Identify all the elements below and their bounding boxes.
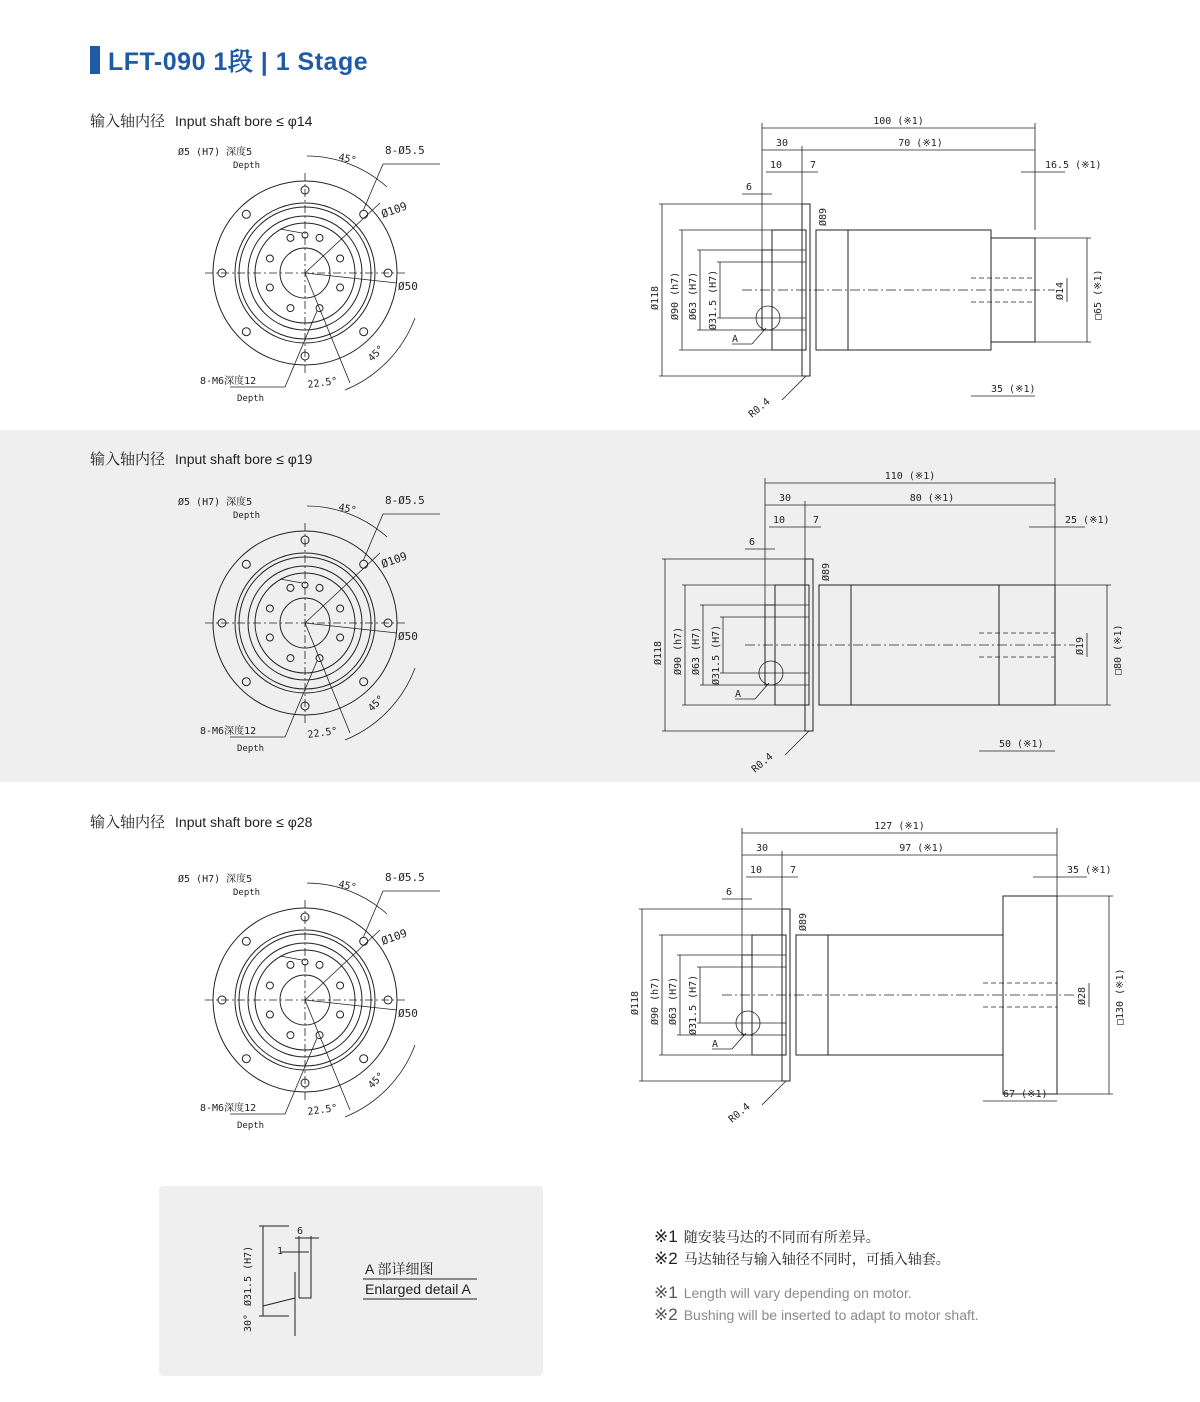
tap-label: 8-M6深度12	[200, 376, 257, 387]
dia-spigot-label: Ø31.5 (H7)	[711, 624, 722, 685]
tapped-hole	[337, 284, 344, 291]
radius-leader	[782, 376, 806, 400]
tapped-hole	[316, 961, 323, 968]
detail-a-title-en: Enlarged detail A	[365, 1281, 471, 1297]
dim-c-label: 10	[773, 515, 786, 526]
tapped-hole	[266, 255, 273, 262]
angle-top-label: 45°	[337, 152, 358, 167]
section-3-label-en: Input shaft bore ≤ φ28	[175, 814, 313, 830]
detail-a-drawing	[159, 1186, 543, 1376]
tapped-hole	[287, 655, 294, 662]
angle-right-label: 45°	[366, 693, 387, 715]
detail-a-leader	[732, 1033, 746, 1049]
side-view-3	[620, 815, 1126, 1135]
tap-label: 8-M6深度12	[200, 726, 257, 737]
detail-a-leader	[755, 683, 769, 699]
angle-bottom-label: 22.5°	[306, 375, 339, 391]
note-en-2-mark: ※2	[654, 1305, 678, 1324]
pin-depth-label: Depth	[233, 888, 261, 898]
mount-hole	[360, 1055, 368, 1063]
tap-depth-label: Depth	[237, 394, 265, 404]
sq-label: □80 (※1)	[1113, 624, 1124, 675]
dia-flange-label: Ø90 (h7)	[650, 976, 661, 1025]
tapped-hole	[337, 634, 344, 641]
mount-hole	[242, 678, 250, 686]
dia-outer-label: Ø118	[650, 285, 661, 310]
dim-f-label: 6	[746, 182, 753, 193]
section-2-label-en: Input shaft bore ≤ φ19	[175, 451, 313, 467]
tapped-hole	[316, 234, 323, 241]
note-en-1	[654, 1282, 979, 1304]
note-cn-1	[654, 1226, 979, 1248]
note-cn-1-mark: ※1	[654, 1227, 678, 1246]
pin-leader	[280, 229, 302, 233]
front-view-2	[170, 490, 450, 760]
mount-hole	[360, 210, 368, 218]
radius-label: R0.4	[726, 1101, 753, 1126]
dia-outer-label: Ø118	[653, 640, 664, 665]
mount-hole	[360, 328, 368, 336]
dim-b-label: 70 (※1)	[898, 138, 943, 149]
dim-e-label: 35 (※1)	[1067, 865, 1112, 876]
note-cn-1-text: 随安装马达的不同而有所差异。	[683, 1229, 880, 1245]
mount-hole	[360, 560, 368, 568]
dia-spigot-label: Ø31.5 (H7)	[688, 974, 699, 1035]
dia-flange-label: Ø90 (h7)	[673, 626, 684, 675]
tapped-hole	[287, 584, 294, 591]
dim-b-label: 80 (※1)	[909, 493, 955, 504]
section-1-label	[90, 110, 312, 131]
pin-leader	[280, 579, 302, 583]
dia-pitch-label: Ø63 (H7)	[668, 976, 679, 1025]
mount-hole	[360, 678, 368, 686]
tapped-hole	[316, 584, 323, 591]
tapped-hole	[287, 961, 294, 968]
detail-a-dim-dia: Ø31.5 (H7)	[243, 1245, 254, 1306]
title-accent-bar	[90, 46, 100, 74]
dim-g-label: 50 (※1)	[999, 739, 1044, 750]
dim-c-label: 10	[770, 160, 783, 171]
mount-hole	[242, 1055, 250, 1063]
note-en-1-text: Length will vary depending on motor.	[683, 1285, 912, 1301]
mount-hole	[242, 328, 250, 336]
angle-bottom-label: 22.5°	[306, 1102, 339, 1118]
holes-label: 8-Ø5.5	[385, 144, 425, 157]
sq-label: □130 (※1)	[1115, 968, 1126, 1025]
holes-leader	[363, 514, 383, 561]
radius-leader	[785, 731, 809, 755]
front-view-3	[170, 867, 450, 1137]
dia-outer-label: Ø118	[630, 990, 641, 1015]
note-cn-2	[654, 1248, 979, 1270]
inner-label: Ø50	[398, 280, 418, 293]
dim-a-label: 30	[779, 493, 792, 504]
angle-right-label: 45°	[366, 1070, 387, 1092]
pcd-label: Ø109	[379, 199, 409, 221]
dim-f-label: 6	[726, 887, 733, 898]
radius-label: R0.4	[749, 751, 776, 776]
dia-pitch-label: Ø63 (H7)	[688, 271, 699, 320]
note-cn-2-text: 马达轴径与输入轴径不同时，可插入轴套。	[683, 1251, 950, 1267]
tapped-hole	[287, 1032, 294, 1039]
dim-b-label: 97 (※1)	[899, 843, 944, 854]
pin-depth-label: Depth	[233, 161, 261, 171]
detail-a-dim-6: 6	[297, 1226, 304, 1237]
section-3-label-cn: 输入轴内径	[90, 814, 166, 831]
pin-leader	[280, 956, 302, 960]
pin-label: Ø5 (H7) 深度5	[178, 497, 253, 508]
note-en-1-mark: ※1	[654, 1283, 678, 1302]
tap-label: 8-M6深度12	[200, 1103, 257, 1114]
tap-depth-label: Depth	[237, 744, 265, 754]
pin-depth-label: Depth	[233, 511, 261, 521]
tapped-hole	[266, 1011, 273, 1018]
detail-a-marker: A	[712, 1039, 719, 1050]
dim-a-label: 30	[756, 843, 769, 854]
dim-d-label: 7	[810, 160, 817, 171]
pcd-label: Ø109	[379, 926, 409, 948]
holes-leader	[363, 891, 383, 938]
tapped-hole	[287, 305, 294, 312]
dia-flange-label: Ø90 (h7)	[670, 271, 681, 320]
section-2-label	[90, 448, 312, 469]
inner-leader	[305, 1000, 397, 1010]
dim-total-label: 127 (※1)	[874, 821, 925, 832]
dim-total-label: 100 (※1)	[873, 116, 924, 127]
tapped-hole	[337, 605, 344, 612]
detail-a-panel	[159, 1186, 543, 1376]
dim-g-label: 67 (※1)	[1003, 1089, 1048, 1100]
section-1-label-cn: 输入轴内径	[90, 113, 166, 130]
detail-a-angle: 30°	[243, 1313, 254, 1332]
page-title	[90, 44, 368, 76]
dim-a-label: 30	[776, 138, 789, 149]
mount-hole	[242, 210, 250, 218]
tapped-hole	[266, 634, 273, 641]
detail-a-marker: A	[732, 334, 739, 345]
side-view-1	[640, 110, 1104, 421]
tapped-hole	[337, 1011, 344, 1018]
radius-label: R0.4	[746, 396, 773, 421]
tapped-hole	[266, 605, 273, 612]
holes-leader	[363, 164, 383, 211]
dim-c-label: 10	[750, 865, 763, 876]
pcd-label: Ø109	[379, 549, 409, 571]
section-2-label-cn: 输入轴内径	[90, 451, 166, 468]
mount-hole	[360, 937, 368, 945]
angle-right-label: 45°	[366, 343, 387, 365]
note-en-2-text: Bushing will be inserted to adapt to motor shaft.	[683, 1307, 979, 1323]
dia-body-label: Ø89	[821, 562, 832, 581]
title-text: LFT-090 1段 | 1 Stage	[108, 48, 369, 76]
angle-top-label: 45°	[337, 879, 358, 894]
notes	[654, 1226, 979, 1326]
inner-leader	[305, 273, 397, 283]
tapped-hole	[266, 284, 273, 291]
dim-f-label: 6	[749, 537, 756, 548]
tapped-hole	[337, 255, 344, 262]
tapped-hole	[287, 234, 294, 241]
dia-body-label: Ø89	[798, 912, 809, 931]
note-cn-2-mark: ※2	[654, 1249, 678, 1268]
note-en-2	[654, 1304, 979, 1326]
tapped-hole	[337, 982, 344, 989]
dim-e-label: 16.5 (※1)	[1045, 160, 1102, 171]
dim-e-label: 25 (※1)	[1065, 515, 1110, 526]
mount-hole	[242, 560, 250, 568]
radius-leader	[762, 1081, 786, 1105]
pin-label: Ø5 (H7) 深度5	[178, 874, 253, 885]
dia-body-label: Ø89	[818, 207, 829, 226]
dia-pitch-label: Ø63 (H7)	[691, 626, 702, 675]
pin-label: Ø5 (H7) 深度5	[178, 147, 253, 158]
bore-label: Ø14	[1055, 281, 1066, 300]
holes-label: 8-Ø5.5	[385, 494, 425, 507]
bore-label: Ø28	[1077, 986, 1088, 1005]
holes-label: 8-Ø5.5	[385, 871, 425, 884]
detail-a-marker: A	[735, 689, 742, 700]
mount-hole	[242, 937, 250, 945]
dim-d-label: 7	[790, 865, 797, 876]
tapped-hole	[266, 982, 273, 989]
dim-g-label: 35 (※1)	[991, 384, 1036, 395]
section-3-label	[90, 811, 312, 832]
angle-top-label: 45°	[337, 502, 358, 517]
side-view-2	[640, 465, 1124, 776]
inner-label: Ø50	[398, 1007, 418, 1020]
dia-spigot-label: Ø31.5 (H7)	[708, 269, 719, 330]
section-1-label-en: Input shaft bore ≤ φ14	[175, 113, 313, 129]
bore-label: Ø19	[1075, 636, 1086, 655]
detail-a-title-cn: A 部详细图	[365, 1261, 434, 1277]
angle-bottom-label: 22.5°	[306, 725, 339, 741]
front-view-1	[170, 140, 450, 410]
tap-depth-label: Depth	[237, 1121, 265, 1131]
dim-d-label: 7	[813, 515, 820, 526]
inner-leader	[305, 623, 397, 633]
detail-a-dim-1: 1	[277, 1246, 284, 1257]
inner-label: Ø50	[398, 630, 418, 643]
sq-label: □65 (※1)	[1093, 269, 1104, 320]
dim-total-label: 110 (※1)	[884, 471, 936, 482]
